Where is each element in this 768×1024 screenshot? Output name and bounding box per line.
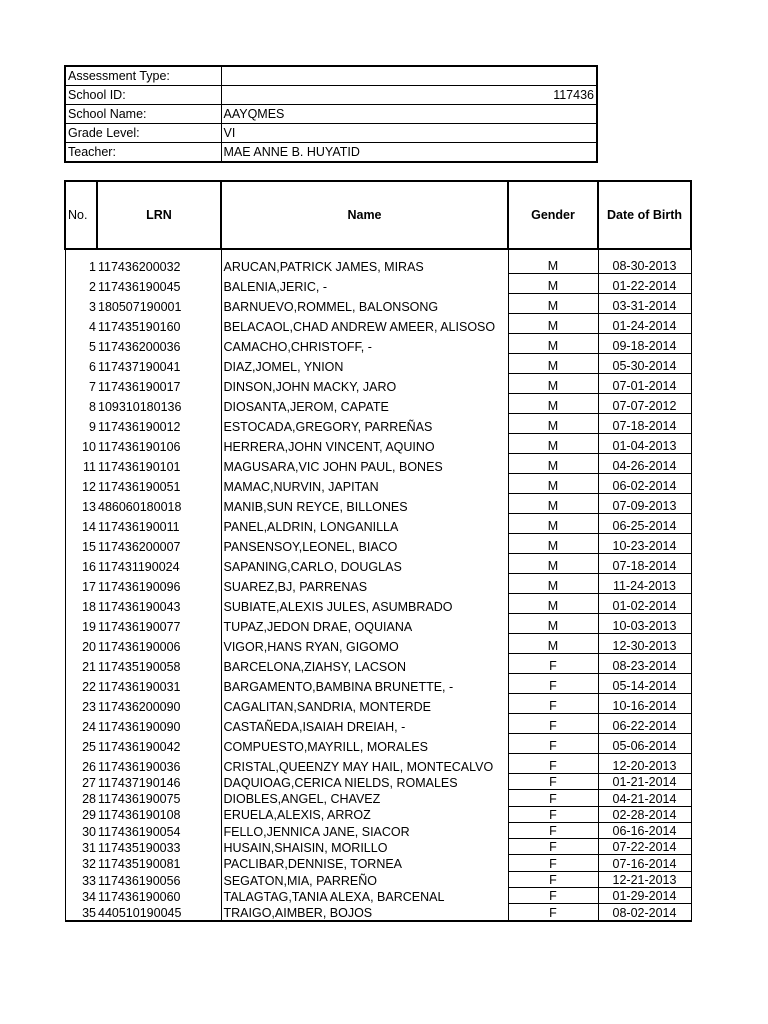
cell-lrn: 117436190036 <box>97 754 221 774</box>
cell-name: FELLO,JENNICA JANE, SIACOR <box>221 822 508 838</box>
cell-dob: 01-24-2014 <box>598 314 691 334</box>
cell-dob: 01-29-2014 <box>598 888 691 904</box>
cell-lrn: 117436190077 <box>97 614 221 634</box>
table-row <box>65 594 691 614</box>
table-row <box>65 871 691 887</box>
cell-no: 25 <box>65 734 97 754</box>
cell-gender: M <box>508 494 598 514</box>
column-header-lrn: LRN <box>97 181 221 249</box>
cell-no: 18 <box>65 594 97 614</box>
cell-gender: M <box>508 374 598 394</box>
table-row <box>65 414 691 434</box>
cell-gender: F <box>508 839 598 855</box>
cell-no: 16 <box>65 554 97 574</box>
table-row <box>65 888 691 904</box>
cell-no: 11 <box>65 454 97 474</box>
school-name-label: School Name: <box>65 105 221 124</box>
cell-dob: 07-18-2014 <box>598 414 691 434</box>
cell-no: 28 <box>65 790 97 806</box>
cell-lrn: 117436190042 <box>97 734 221 754</box>
table-row <box>65 474 691 494</box>
cell-lrn: 117436190031 <box>97 674 221 694</box>
cell-name: MANIB,SUN REYCE, BILLONES <box>221 494 508 514</box>
cell-name: TRAIGO,AIMBER, BOJOS <box>221 904 508 921</box>
cell-dob: 06-16-2014 <box>598 822 691 838</box>
assessment-type-value <box>221 66 597 86</box>
cell-name: BALENIA,JERIC, - <box>221 274 508 294</box>
cell-dob: 07-09-2013 <box>598 494 691 514</box>
table-row <box>65 434 691 454</box>
cell-no: 27 <box>65 774 97 790</box>
cell-name: CRISTAL,QUEENZY MAY HAIL, MONTECALVO <box>221 754 508 774</box>
cell-dob: 01-22-2014 <box>598 274 691 294</box>
table-row <box>65 574 691 594</box>
cell-dob: 06-22-2014 <box>598 714 691 734</box>
cell-gender: F <box>508 790 598 806</box>
cell-gender: M <box>508 334 598 354</box>
cell-dob: 07-07-2012 <box>598 394 691 414</box>
cell-gender: F <box>508 888 598 904</box>
table-row <box>65 314 691 334</box>
cell-no: 14 <box>65 514 97 534</box>
cell-no: 3 <box>65 294 97 314</box>
table-row <box>65 494 691 514</box>
cell-name: SUBIATE,ALEXIS JULES, ASUMBRADO <box>221 594 508 614</box>
table-row <box>65 534 691 554</box>
cell-gender: M <box>508 634 598 654</box>
cell-lrn: 117435190058 <box>97 654 221 674</box>
cell-gender: M <box>508 454 598 474</box>
cell-name: VIGOR,HANS RYAN, GIGOMO <box>221 634 508 654</box>
cell-gender: M <box>508 314 598 334</box>
cell-no: 34 <box>65 888 97 904</box>
cell-gender: F <box>508 904 598 921</box>
cell-dob: 03-31-2014 <box>598 294 691 314</box>
cell-lrn: 117436190060 <box>97 888 221 904</box>
cell-dob: 10-03-2013 <box>598 614 691 634</box>
teacher-value: MAE ANNE B. HUYATID <box>221 143 597 163</box>
table-row <box>65 294 691 314</box>
cell-no: 7 <box>65 374 97 394</box>
cell-name: HUSAIN,SHAISIN, MORILLO <box>221 839 508 855</box>
cell-lrn: 117436190090 <box>97 714 221 734</box>
cell-lrn: 486060180018 <box>97 494 221 514</box>
cell-no: 19 <box>65 614 97 634</box>
cell-dob: 06-25-2014 <box>598 514 691 534</box>
cell-lrn: 117436190108 <box>97 806 221 822</box>
table-row <box>65 654 691 674</box>
cell-no: 15 <box>65 534 97 554</box>
cell-gender: F <box>508 806 598 822</box>
cell-gender: M <box>508 534 598 554</box>
cell-no: 29 <box>65 806 97 822</box>
cell-gender: M <box>508 614 598 634</box>
cell-no: 24 <box>65 714 97 734</box>
cell-gender: M <box>508 514 598 534</box>
cell-dob: 07-22-2014 <box>598 839 691 855</box>
cell-dob: 05-06-2014 <box>598 734 691 754</box>
teacher-row <box>65 143 597 163</box>
cell-no: 2 <box>65 274 97 294</box>
table-row <box>65 554 691 574</box>
cell-no: 23 <box>65 694 97 714</box>
table-row <box>65 249 691 274</box>
cell-no: 17 <box>65 574 97 594</box>
column-header-no: No. <box>65 181 97 249</box>
cell-name: BARNUEVO,ROMMEL, BALONSONG <box>221 294 508 314</box>
table-row <box>65 274 691 294</box>
cell-lrn: 117436190045 <box>97 274 221 294</box>
cell-gender: F <box>508 654 598 674</box>
cell-dob: 12-21-2013 <box>598 871 691 887</box>
cell-name: TALAGTAG,TANIA ALEXA, BARCENAL <box>221 888 508 904</box>
assessment-type-label: Assessment Type: <box>65 66 221 86</box>
cell-no: 35 <box>65 904 97 921</box>
school-id-value: 117436 <box>221 86 597 105</box>
cell-name: BARCELONA,ZIAHSY, LACSON <box>221 654 508 674</box>
cell-lrn: 117436200032 <box>97 249 221 274</box>
cell-name: SAPANING,CARLO, DOUGLAS <box>221 554 508 574</box>
table-row <box>65 394 691 414</box>
cell-dob: 08-02-2014 <box>598 904 691 921</box>
table-row <box>65 614 691 634</box>
table-row <box>65 694 691 714</box>
table-row <box>65 374 691 394</box>
cell-name: HERRERA,JOHN VINCENT, AQUINO <box>221 434 508 454</box>
cell-dob: 12-20-2013 <box>598 754 691 774</box>
cell-name: ARUCAN,PATRICK JAMES, MIRAS <box>221 249 508 274</box>
grade-level-row <box>65 124 597 143</box>
cell-name: CAMACHO,CHRISTOFF, - <box>221 334 508 354</box>
cell-no: 5 <box>65 334 97 354</box>
cell-dob: 10-16-2014 <box>598 694 691 714</box>
cell-dob: 04-21-2014 <box>598 790 691 806</box>
cell-lrn: 117436190011 <box>97 514 221 534</box>
cell-no: 4 <box>65 314 97 334</box>
cell-name: CASTAÑEDA,ISAIAH DREIAH, - <box>221 714 508 734</box>
cell-lrn: 117436190051 <box>97 474 221 494</box>
cell-lrn: 117436190096 <box>97 574 221 594</box>
column-header-gender: Gender <box>508 181 598 249</box>
cell-gender: F <box>508 694 598 714</box>
cell-gender: F <box>508 674 598 694</box>
cell-no: 6 <box>65 354 97 374</box>
cell-lrn: 440510190045 <box>97 904 221 921</box>
cell-dob: 01-21-2014 <box>598 774 691 790</box>
cell-lrn: 117436200036 <box>97 334 221 354</box>
cell-lrn: 117436190075 <box>97 790 221 806</box>
table-row <box>65 774 691 790</box>
cell-dob: 01-04-2013 <box>598 434 691 454</box>
cell-name: TUPAZ,JEDON DRAE, OQUIANA <box>221 614 508 634</box>
cell-gender: M <box>508 354 598 374</box>
cell-gender: M <box>508 274 598 294</box>
cell-gender: M <box>508 554 598 574</box>
cell-name: ERUELA,ALEXIS, ARROZ <box>221 806 508 822</box>
cell-dob: 04-26-2014 <box>598 454 691 474</box>
table-row <box>65 514 691 534</box>
cell-name: PACLIBAR,DENNISE, TORNEA <box>221 855 508 871</box>
cell-lrn: 117431190024 <box>97 554 221 574</box>
cell-lrn: 117436190106 <box>97 434 221 454</box>
cell-name: DIAZ,JOMEL, YNION <box>221 354 508 374</box>
grade-level-label: Grade Level: <box>65 124 221 143</box>
cell-name: PANEL,ALDRIN, LONGANILLA <box>221 514 508 534</box>
cell-dob: 08-23-2014 <box>598 654 691 674</box>
cell-gender: M <box>508 249 598 274</box>
cell-lrn: 117436200007 <box>97 534 221 554</box>
student-roster-table <box>64 180 692 922</box>
table-row <box>65 822 691 838</box>
cell-no: 32 <box>65 855 97 871</box>
cell-gender: F <box>508 855 598 871</box>
cell-no: 8 <box>65 394 97 414</box>
cell-name: CAGALITAN,SANDRIA, MONTERDE <box>221 694 508 714</box>
cell-dob: 05-14-2014 <box>598 674 691 694</box>
cell-lrn: 117436190017 <box>97 374 221 394</box>
school-info-table <box>64 65 598 163</box>
cell-lrn: 117435190081 <box>97 855 221 871</box>
cell-name: DINSON,JOHN MACKY, JARO <box>221 374 508 394</box>
cell-dob: 02-28-2014 <box>598 806 691 822</box>
cell-lrn: 117435190160 <box>97 314 221 334</box>
cell-name: DAQUIOAG,CERICA NIELDS, ROMALES <box>221 774 508 790</box>
cell-lrn: 117436200090 <box>97 694 221 714</box>
cell-dob: 10-23-2014 <box>598 534 691 554</box>
cell-gender: M <box>508 594 598 614</box>
table-row <box>65 855 691 871</box>
cell-name: DIOSANTA,JEROM, CAPATE <box>221 394 508 414</box>
cell-dob: 09-18-2014 <box>598 334 691 354</box>
cell-gender: M <box>508 394 598 414</box>
cell-name: SEGATON,MIA, PARREÑO <box>221 871 508 887</box>
cell-lrn: 117437190146 <box>97 774 221 790</box>
cell-no: 33 <box>65 871 97 887</box>
table-row <box>65 714 691 734</box>
cell-name: BARGAMENTO,BAMBINA BRUNETTE, - <box>221 674 508 694</box>
table-row <box>65 754 691 774</box>
cell-lrn: 117437190041 <box>97 354 221 374</box>
cell-dob: 12-30-2013 <box>598 634 691 654</box>
cell-name: COMPUESTO,MAYRILL, MORALES <box>221 734 508 754</box>
cell-name: SUAREZ,BJ, PARRENAS <box>221 574 508 594</box>
cell-no: 20 <box>65 634 97 654</box>
cell-dob: 08-30-2013 <box>598 249 691 274</box>
cell-lrn: 117436190056 <box>97 871 221 887</box>
cell-gender: M <box>508 414 598 434</box>
cell-lrn: 117435190033 <box>97 839 221 855</box>
cell-no: 30 <box>65 822 97 838</box>
cell-dob: 11-24-2013 <box>598 574 691 594</box>
table-row <box>65 839 691 855</box>
cell-no: 13 <box>65 494 97 514</box>
cell-dob: 07-18-2014 <box>598 554 691 574</box>
cell-lrn: 117436190043 <box>97 594 221 614</box>
grade-level-value: VI <box>221 124 597 143</box>
cell-no: 9 <box>65 414 97 434</box>
cell-dob: 05-30-2014 <box>598 354 691 374</box>
roster-body <box>65 249 691 921</box>
table-row <box>65 634 691 654</box>
table-row <box>65 334 691 354</box>
cell-name: MAGUSARA,VIC JOHN PAUL, BONES <box>221 454 508 474</box>
assessment-type-row <box>65 66 597 86</box>
teacher-label: Teacher: <box>65 143 221 163</box>
cell-gender: F <box>508 822 598 838</box>
cell-gender: F <box>508 754 598 774</box>
table-row <box>65 904 691 921</box>
cell-dob: 06-02-2014 <box>598 474 691 494</box>
cell-lrn: 117436190054 <box>97 822 221 838</box>
cell-dob: 01-02-2014 <box>598 594 691 614</box>
school-name-row <box>65 105 597 124</box>
table-row <box>65 454 691 474</box>
table-row <box>65 790 691 806</box>
column-header-dob: Date of Birth <box>598 181 691 249</box>
cell-gender: M <box>508 434 598 454</box>
cell-lrn: 117436190006 <box>97 634 221 654</box>
cell-lrn: 180507190001 <box>97 294 221 314</box>
cell-lrn: 117436190101 <box>97 454 221 474</box>
cell-name: MAMAC,NURVIN, JAPITAN <box>221 474 508 494</box>
cell-no: 21 <box>65 654 97 674</box>
cell-no: 12 <box>65 474 97 494</box>
cell-gender: F <box>508 871 598 887</box>
school-id-row <box>65 86 597 105</box>
table-row <box>65 806 691 822</box>
cell-dob: 07-01-2014 <box>598 374 691 394</box>
cell-gender: F <box>508 714 598 734</box>
roster-header-row <box>65 181 691 249</box>
cell-gender: M <box>508 474 598 494</box>
cell-dob: 07-16-2014 <box>598 855 691 871</box>
cell-gender: F <box>508 774 598 790</box>
cell-gender: M <box>508 574 598 594</box>
cell-lrn: 109310180136 <box>97 394 221 414</box>
cell-no: 31 <box>65 839 97 855</box>
cell-no: 26 <box>65 754 97 774</box>
cell-name: PANSENSOY,LEONEL, BIACO <box>221 534 508 554</box>
table-row <box>65 674 691 694</box>
cell-name: BELACAOL,CHAD ANDREW AMEER, ALISOSO <box>221 314 508 334</box>
cell-lrn: 117436190012 <box>97 414 221 434</box>
cell-gender: F <box>508 734 598 754</box>
cell-no: 1 <box>65 249 97 274</box>
school-id-label: School ID: <box>65 86 221 105</box>
cell-no: 22 <box>65 674 97 694</box>
table-row <box>65 354 691 374</box>
cell-name: ESTOCADA,GREGORY, PARREÑAS <box>221 414 508 434</box>
cell-no: 10 <box>65 434 97 454</box>
school-name-value: AAYQMES <box>221 105 597 124</box>
table-row <box>65 734 691 754</box>
cell-gender: M <box>508 294 598 314</box>
column-header-name: Name <box>221 181 508 249</box>
cell-name: DIOBLES,ANGEL, CHAVEZ <box>221 790 508 806</box>
